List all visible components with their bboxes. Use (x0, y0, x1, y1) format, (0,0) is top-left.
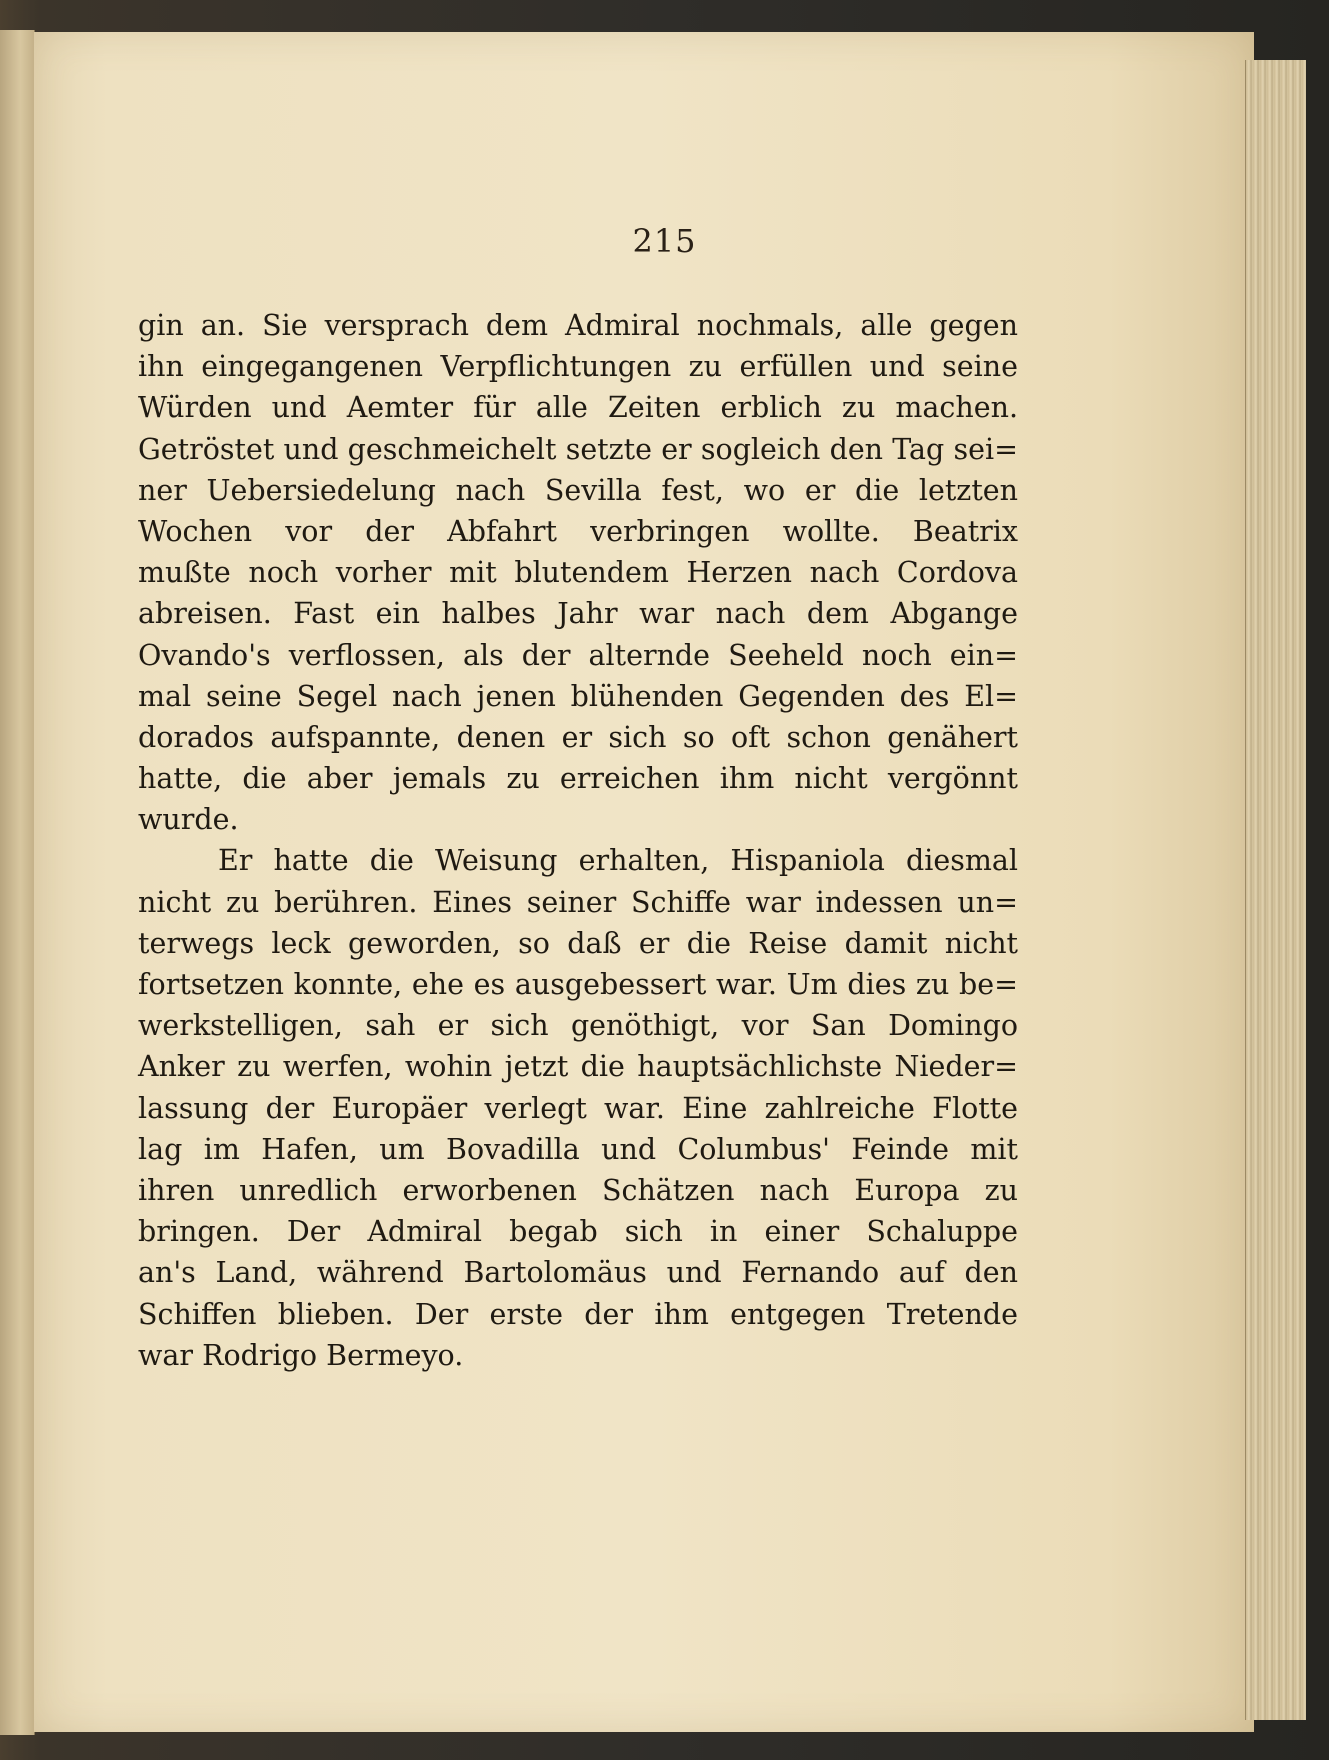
text-line: ihren unredlich erworbenen Schätzen nach Europa zu (138, 1173, 1018, 1207)
text-line: Wochen vor der Abfahrt verbringen wollte. Beatrix (138, 514, 1018, 548)
text-line: Schiffen blieben. Der erste der ihm entgegen Tretende (138, 1297, 1018, 1331)
text-line: an's Land, während Bartolomäus und Fernando auf den (138, 1256, 1018, 1290)
page-number: 215 (632, 222, 697, 260)
text-line: nicht zu berühren. Eines seiner Schiffe war indessen un= (138, 885, 1018, 919)
text-line: werkstelligen, sah er sich genöthigt, vor San Domingo (138, 1009, 1018, 1043)
text-line: lag im Hafen, um Bovadilla und Columbus' Feinde mit (138, 1132, 1018, 1166)
text-line: fortsetzen konnte, ehe es ausgebessert war. Um dies zu be= (138, 968, 1018, 1001)
text-line: mußte noch vorher mit blutendem Herzen nach Cordova (138, 556, 1018, 590)
text-line: Würden und Aemter für alle Zeiten erblich zu machen. (138, 391, 1018, 425)
text-line: abreisen. Fast ein halbes Jahr war nach dem Abgange (138, 597, 1018, 631)
text-line: ihn eingegangenen Verpflichtungen zu erfüllen und seine (138, 350, 1018, 384)
text-line: hatte, die aber jemals zu erreichen ihm nicht vergönnt (138, 762, 1018, 796)
text-line: Anker zu werfen, wohin jetzt die hauptsächlichste Nieder= (138, 1050, 1018, 1084)
text-line: Ovando's verflossen, als der alternde Seeheld noch ein= (138, 638, 1018, 672)
text-line: Er hatte die Weisung erhalten, Hispaniola diesmal (218, 844, 1018, 878)
text-line: Getröstet und geschmeichelt setzte er sogleich den Tag sei= (138, 432, 1018, 466)
text-line: wurde. (138, 803, 239, 837)
text-line: dorados aufspannte, denen er sich so oft schon genähert (138, 720, 1018, 754)
body-text (138, 305, 1018, 1376)
text-line: mal seine Segel nach jenen blühenden Gegenden des El= (138, 679, 1018, 713)
text-line: terwegs leck geworden, so daß er die Reise damit nicht (138, 926, 1018, 960)
text-line: bringen. Der Admiral begab sich in einer Schaluppe (138, 1215, 1018, 1249)
text-line: lassung der Europäer verlegt war. Eine zahlreiche Flotte (138, 1091, 1018, 1125)
left-page-edge (0, 30, 35, 1735)
text-line: war Rodrigo Bermeyo. (138, 1338, 464, 1372)
text-line: ner Uebersiedelung nach Sevilla fest, wo er die letzten (138, 473, 1018, 507)
text-line: gin an. Sie versprach dem Admiral nochmals, alle gegen (138, 309, 1018, 342)
page-stack-edge (1245, 60, 1306, 1720)
